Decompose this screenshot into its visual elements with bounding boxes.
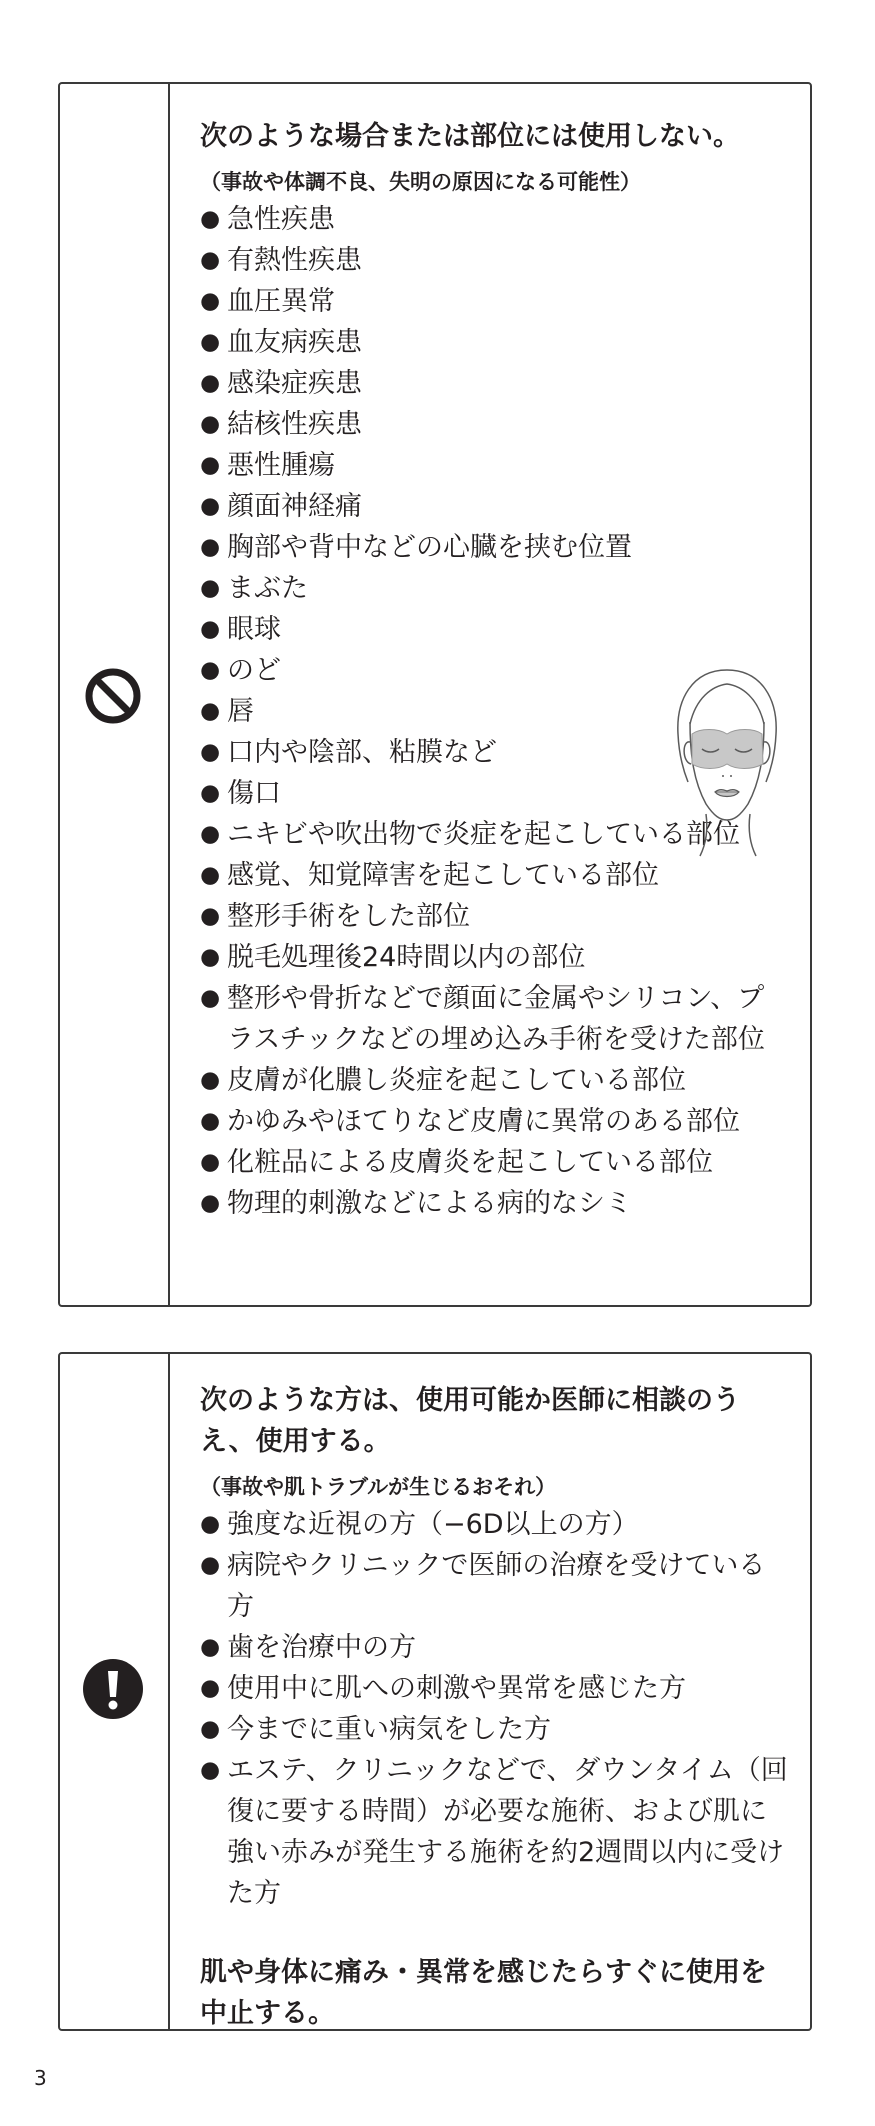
caution-heading: 次のような方は、使用可能か医師に相談のうえ、使用する。 [200, 1385, 740, 1457]
bullet-icon: ● [200, 780, 221, 806]
list-item [200, 486, 790, 527]
bullet-icon: ● [200, 1149, 221, 1175]
list-item-text: 物理的刺激などによる病的なシミ [227, 1188, 632, 1219]
exclamation-icon [81, 1657, 145, 1721]
list-item-text: かゆみやほてりなど皮膚に異常のある部位 [227, 1106, 740, 1137]
list-item-text: 急性疾患 [227, 204, 335, 235]
bullet-icon: ● [200, 411, 221, 437]
list-item-text: 口内や陰部、粘膜など [227, 737, 497, 768]
list-item-text: 結核性疾患 [227, 409, 362, 440]
list-item-text: 使用中に肌への刺激や異常を感じた方 [227, 1673, 686, 1704]
prohibited-content [200, 84, 790, 1224]
list-item [200, 1183, 790, 1224]
list-item [200, 199, 790, 240]
list-item [200, 1060, 790, 1101]
face-eye-area-illustration [670, 664, 785, 859]
list-item [200, 1709, 790, 1750]
caution-list [200, 1504, 790, 1914]
bullet-icon: ● [200, 452, 221, 478]
list-item-text: 感覚、知覚障害を起こしている部位 [227, 860, 659, 891]
bullet-icon: ● [200, 739, 221, 765]
list-item-text: 病院やクリニックで医師の治療を受けている方 [227, 1550, 766, 1622]
bullet-icon: ● [200, 1675, 221, 1701]
list-item [200, 322, 790, 363]
list-item [200, 568, 790, 609]
list-item-text: 顔面神経痛 [227, 491, 362, 522]
list-item [200, 1142, 790, 1183]
caution-note: （事故や肌トラブルが生じるおそれ） [200, 1475, 557, 1499]
bullet-icon: ● [200, 534, 221, 560]
list-item-text: 唇 [227, 696, 254, 727]
list-item [200, 527, 790, 568]
list-item-text: 傷口 [227, 778, 281, 809]
bullet-icon: ● [200, 575, 221, 601]
list-item-text: 整形手術をした部位 [227, 901, 470, 932]
bullet-icon: ● [200, 206, 221, 232]
bullet-icon: ● [200, 247, 221, 273]
bullet-icon: ● [200, 985, 221, 1011]
list-item-text: 血友病疾患 [227, 327, 362, 358]
list-item [200, 937, 790, 978]
bullet-icon: ● [200, 370, 221, 396]
bullet-icon: ● [200, 903, 221, 929]
list-item [200, 1668, 790, 1709]
list-item-text: 脱毛処理後24時間以内の部位 [227, 942, 586, 973]
bullet-icon: ● [200, 821, 221, 847]
list-item-text: 整形や骨折などで顔面に金属やシリコン、プラスチックなどの埋め込み手術を受けた部位 [227, 983, 765, 1055]
list-item [200, 240, 790, 281]
list-item [200, 1545, 790, 1627]
list-item-text: 歯を治療中の方 [227, 1632, 416, 1663]
caution-icon-column [60, 1354, 170, 2029]
list-item [200, 1504, 790, 1545]
list-item-text: 強度な近視の方（−6D以上の方） [227, 1509, 639, 1540]
list-item [200, 404, 790, 445]
list-item-text: 有熱性疾患 [227, 245, 362, 276]
bullet-icon: ● [200, 493, 221, 519]
list-item-text: 皮膚が化膿し炎症を起こしている部位 [227, 1065, 686, 1096]
list-item [200, 855, 790, 896]
list-item-text: のど [227, 655, 281, 686]
list-item [200, 1101, 790, 1142]
bullet-icon: ● [200, 1108, 221, 1134]
list-item-text: 感染症疾患 [227, 368, 362, 399]
caution-section [58, 1352, 812, 2031]
bullet-icon: ● [200, 1757, 221, 1783]
list-item-text: 今までに重い病気をした方 [227, 1714, 551, 1745]
list-item-text: 化粧品による皮膚炎を起こしている部位 [227, 1147, 713, 1178]
list-item [200, 281, 790, 322]
list-item-text: ニキビや吹出物で炎症を起こしている部位 [227, 819, 740, 850]
bullet-icon: ● [200, 1067, 221, 1093]
list-item [200, 1627, 790, 1668]
list-item-text: 血圧異常 [227, 286, 335, 317]
list-item [200, 1750, 790, 1914]
list-item [200, 363, 790, 404]
bullet-icon: ● [200, 698, 221, 724]
bullet-icon: ● [200, 1552, 221, 1578]
caution-closing: 肌や身体に痛み・異常を感じたらすぐに使用を中止する。 [200, 1957, 767, 2029]
bullet-icon: ● [200, 944, 221, 970]
list-item [200, 445, 790, 486]
prohibited-note: （事故や体調不良、失明の原因になる可能性） [200, 170, 641, 194]
bullet-icon: ● [200, 616, 221, 642]
prohibition-icon [81, 664, 145, 728]
bullet-icon: ● [200, 1716, 221, 1742]
prohibited-heading: 次のような場合または部位には使用しない。 [200, 121, 740, 152]
bullet-icon: ● [200, 862, 221, 888]
bullet-icon: ● [200, 1634, 221, 1660]
list-item-text: 眼球 [227, 614, 281, 645]
page-number: 3 [34, 2066, 47, 2090]
list-item [200, 609, 790, 650]
list-item [200, 896, 790, 937]
bullet-icon: ● [200, 1190, 221, 1216]
bullet-icon: ● [200, 288, 221, 314]
list-item-text: まぶた [227, 573, 308, 604]
bullet-icon: ● [200, 329, 221, 355]
bullet-icon: ● [200, 657, 221, 683]
prohibited-icon-column [60, 84, 170, 1305]
caution-content [200, 1354, 790, 2034]
bullet-icon: ● [200, 1511, 221, 1537]
prohibited-section [58, 82, 812, 1307]
list-item [200, 978, 790, 1060]
list-item-text: 胸部や背中などの心臓を挟む位置 [227, 532, 632, 563]
list-item-text: エステ、クリニックなどで、ダウンタイム（回復に要する時間）が必要な施術、および肌に強い赤みが発生する施術を約2週間以内に受けた方 [227, 1755, 788, 1909]
list-item-text: 悪性腫瘍 [227, 450, 335, 481]
